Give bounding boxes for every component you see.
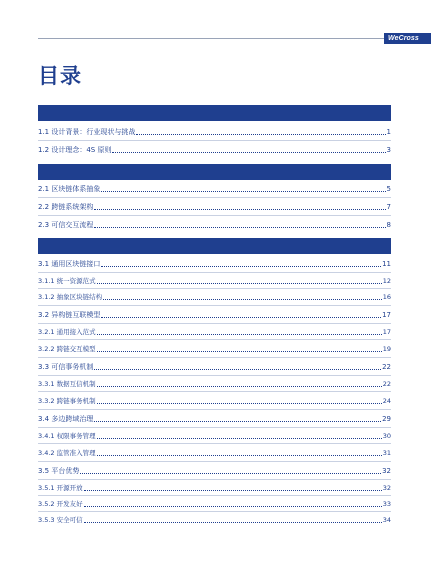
entry-divider bbox=[38, 288, 391, 289]
toc-entry-label: 3.3.2 跨链事务机制 bbox=[38, 397, 96, 405]
toc-entry-page: 17 bbox=[382, 328, 391, 336]
toc-entry-page: 24 bbox=[382, 397, 391, 405]
toc-entry[interactable] bbox=[38, 360, 391, 372]
toc-entry-page: 1 bbox=[386, 128, 391, 136]
dot-leader bbox=[97, 386, 382, 387]
toc-entry[interactable] bbox=[38, 125, 391, 137]
toc-entry[interactable] bbox=[38, 446, 391, 458]
entry-divider bbox=[38, 391, 391, 392]
toc-entry[interactable] bbox=[38, 342, 391, 354]
dot-leader bbox=[94, 369, 381, 370]
toc-entry-label: 3.3 可信事务机制 bbox=[38, 363, 94, 371]
dot-leader bbox=[97, 455, 382, 456]
toc-entry-page: 32 bbox=[382, 484, 391, 492]
dot-leader bbox=[94, 209, 385, 210]
entry-divider bbox=[38, 272, 391, 273]
toc-entry[interactable] bbox=[38, 394, 391, 406]
entry-divider bbox=[38, 305, 391, 306]
toc-entry-page: 7 bbox=[386, 203, 391, 211]
entry-divider bbox=[38, 409, 391, 410]
entry-divider bbox=[38, 339, 391, 340]
toc-entry-label: 3.4 多边跨域治理 bbox=[38, 415, 94, 423]
toc-entry-page: 19 bbox=[382, 345, 391, 353]
toc-entry[interactable] bbox=[38, 377, 391, 389]
toc-entry-page: 22 bbox=[382, 380, 391, 388]
toc-entry-page: 17 bbox=[382, 311, 391, 319]
toc-entry-label: 1.2 设计理念：4S 原则 bbox=[38, 146, 112, 154]
toc-entry-label: 3.3.1 数据互信机制 bbox=[38, 380, 96, 388]
entry-divider bbox=[38, 495, 391, 496]
toc-entry[interactable] bbox=[38, 464, 391, 476]
toc-entry[interactable] bbox=[38, 200, 391, 212]
toc-entry[interactable] bbox=[38, 290, 391, 302]
dot-leader bbox=[94, 421, 381, 422]
dot-leader bbox=[112, 152, 385, 153]
toc-entry-page: 34 bbox=[382, 516, 391, 524]
entry-divider bbox=[38, 323, 391, 324]
entry-divider bbox=[38, 479, 391, 480]
dot-leader bbox=[97, 403, 382, 404]
toc-entry-page: 11 bbox=[382, 260, 391, 268]
entry-divider bbox=[38, 461, 391, 462]
toc-entry[interactable] bbox=[38, 325, 391, 337]
toc-entry-page: 30 bbox=[382, 432, 391, 440]
toc-entry-label: 2.3 可信交互流程 bbox=[38, 221, 94, 229]
toc-entry-label: 2.2 跨链系统架构 bbox=[38, 203, 94, 211]
toc-entry-label: 3.5.2 开发友好 bbox=[38, 500, 83, 508]
toc-entry-label: 2.1 区块链体系抽象 bbox=[38, 185, 101, 193]
toc-entry-label: 3.5.3 安全可信 bbox=[38, 516, 83, 524]
toc-entry-label: 1.1 设计背景：行业现状与挑战 bbox=[38, 128, 136, 136]
toc-entry[interactable] bbox=[38, 429, 391, 441]
toc-entry[interactable] bbox=[38, 513, 391, 525]
dot-leader bbox=[84, 506, 382, 507]
page-title: 目录 bbox=[38, 64, 82, 88]
dot-leader bbox=[97, 438, 382, 439]
entry-divider bbox=[38, 375, 391, 376]
brand-logo: WeCross bbox=[384, 33, 431, 44]
dot-leader bbox=[136, 134, 385, 135]
dot-leader bbox=[84, 490, 382, 491]
entry-divider bbox=[38, 215, 391, 216]
dot-leader bbox=[101, 317, 381, 318]
entry-divider bbox=[38, 427, 391, 428]
toc-entry-label: 3.1.1 统一资源范式 bbox=[38, 277, 96, 285]
entry-divider bbox=[38, 443, 391, 444]
dot-leader bbox=[97, 334, 382, 335]
toc-entry[interactable] bbox=[38, 143, 391, 155]
toc-entry[interactable] bbox=[38, 481, 391, 493]
toc-entry-page: 33 bbox=[382, 500, 391, 508]
dot-leader bbox=[97, 283, 382, 284]
toc-entry[interactable] bbox=[38, 497, 391, 509]
toc-entry-label: 3.1.2 抽象区块链结构 bbox=[38, 293, 103, 301]
toc-entry[interactable] bbox=[38, 308, 391, 320]
dot-leader bbox=[80, 473, 381, 474]
toc-entry-label: 3.1 通用区块链接口 bbox=[38, 260, 101, 268]
entry-divider bbox=[38, 197, 391, 198]
toc-entry[interactable] bbox=[38, 182, 391, 194]
entry-divider bbox=[38, 511, 391, 512]
toc-entry[interactable] bbox=[38, 274, 391, 286]
section-band-3 bbox=[38, 238, 391, 254]
toc-entry[interactable] bbox=[38, 257, 391, 269]
toc-entry-label: 3.2.1 通用接入范式 bbox=[38, 328, 96, 336]
entry-divider bbox=[38, 140, 391, 141]
toc-entry-label: 3.5.1 开源开放 bbox=[38, 484, 83, 492]
toc-entry-page: 12 bbox=[382, 277, 391, 285]
dot-leader bbox=[97, 351, 382, 352]
toc-entry-page: 22 bbox=[382, 363, 391, 371]
toc-entry-label: 3.2 异构链互联模型 bbox=[38, 311, 101, 319]
toc-entry-page: 16 bbox=[382, 293, 391, 301]
toc-entry[interactable] bbox=[38, 218, 391, 230]
toc-entry-page: 32 bbox=[382, 467, 391, 475]
entry-divider bbox=[38, 357, 391, 358]
toc-entry-label: 3.5 平台优势 bbox=[38, 467, 80, 475]
toc-entry-label: 3.4.2 监管准入管理 bbox=[38, 449, 96, 457]
toc-entry[interactable] bbox=[38, 412, 391, 424]
dot-leader bbox=[84, 522, 382, 523]
toc-entry-page: 31 bbox=[382, 449, 391, 457]
toc-entry-page: 8 bbox=[386, 221, 391, 229]
dot-leader bbox=[94, 227, 385, 228]
toc-entry-page: 3 bbox=[386, 146, 391, 154]
toc-entry-page: 5 bbox=[386, 185, 391, 193]
toc-entry-label: 3.4.1 权限事务管理 bbox=[38, 432, 96, 440]
section-band-2 bbox=[38, 164, 391, 180]
section-band-1 bbox=[38, 105, 391, 121]
header-rule bbox=[38, 38, 384, 39]
dot-leader bbox=[101, 266, 381, 267]
toc-entry-page: 29 bbox=[382, 415, 391, 423]
dot-leader bbox=[103, 299, 382, 300]
toc-entry-label: 3.2.2 跨链交互模型 bbox=[38, 345, 96, 353]
dot-leader bbox=[101, 191, 385, 192]
